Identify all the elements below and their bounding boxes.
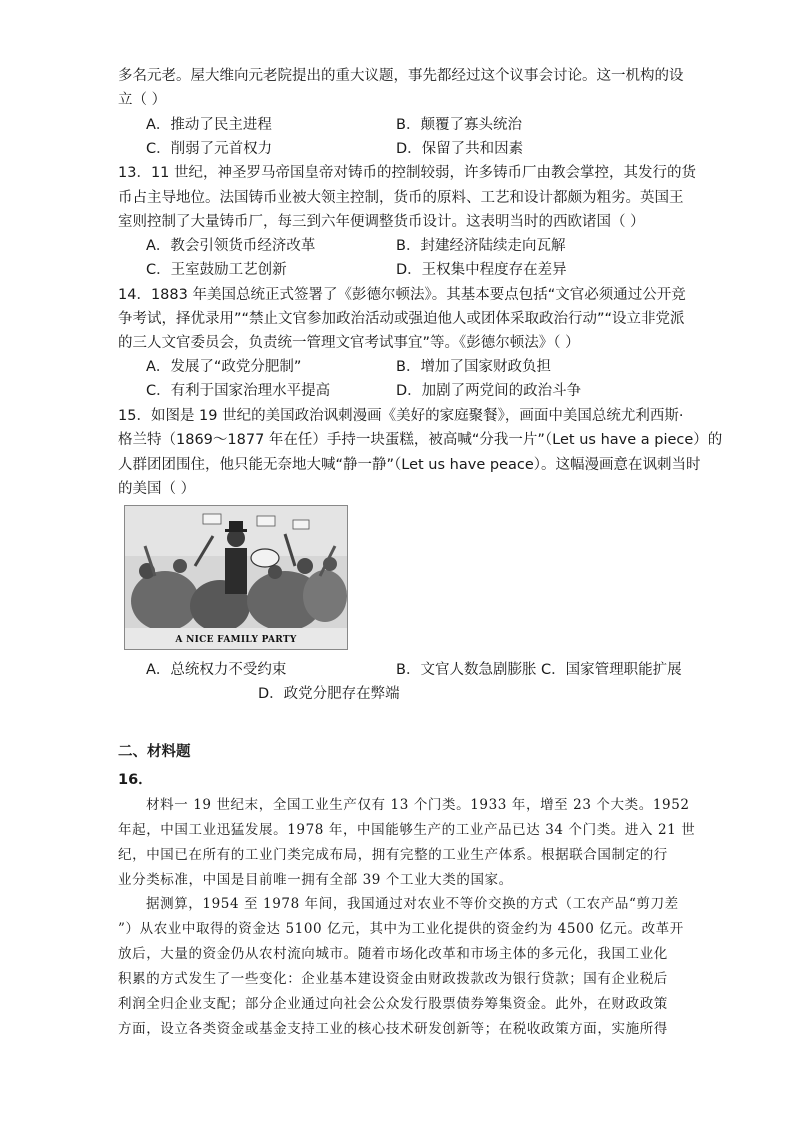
q16-p2-line-3: 放后，大量的资金仍从农村流向城市。随着市场化改革和市场主体的多元化，我国工业化: [118, 946, 668, 962]
q16-p2-line-6: 方面，设立各类资金或基金支持工业的核心技术研发创新等；在税收政策方面，实施所得: [118, 1021, 668, 1037]
q15-line-3: 人群团团围住，他只能无奈地大喊“静一静”（Let us have peace）。这幅漫画意在讽刺当时: [118, 457, 701, 473]
q14-option-d[interactable]: D．加剧了两党间的政治斗争: [396, 383, 582, 399]
q15-option-d[interactable]: D．政党分肥存在弊端: [258, 686, 400, 702]
q15-line-4: 的美国（ ）: [118, 481, 196, 497]
q15-option-a[interactable]: A．总统权力不受约束: [146, 662, 287, 678]
q14-line-1: 14．1883 年美国总统正式签署了《彭德尔顿法》。其基本要点包括“文官必须通过公开竞: [118, 287, 686, 303]
q14-line-3: 的三人文官委员会，负责统一管理文官考试事宜”等。《彭德尔顿法》（ ）: [118, 335, 580, 351]
q16-p2-line-4: 积累的方式发生了一些变化：企业基本建设资金由财政拨款改为银行贷款；国有企业税后: [118, 971, 668, 987]
q16-number: 16．: [118, 772, 153, 788]
q16-p2-line-1: 据测算，1954 至 1978 年间，我国通过对农业不等价交换的方式（工农产品“剪刀差: [146, 896, 679, 912]
q13-option-d[interactable]: D．王权集中程度存在差异: [396, 262, 567, 278]
q13-line-2: 币占主导地位。法国铸币业被大领主控制，货币的原料、工艺和设计都颇为粗劣。英国王: [118, 190, 684, 206]
q14-option-c[interactable]: C．有利于国家治理水平提高: [146, 383, 331, 399]
cartoon-caption: A NICE FAMILY PARTY: [175, 635, 297, 645]
q13-line-1: 13．11 世纪，神圣罗马帝国皇帝对铸币的控制较弱，许多铸币厂由教会掌控，其发行的货: [118, 165, 697, 181]
q14-option-b[interactable]: B．增加了国家财政负担: [396, 359, 551, 375]
section-heading: 二、材料题: [118, 744, 191, 760]
q13-option-b[interactable]: B．封建经济陆续走向瓦解: [396, 238, 566, 254]
q16-p2-line-2: ”）从农业中取得的资金达 5100 亿元，其中为工业化提供的资金约为 4500 亿元。改革开: [118, 921, 684, 937]
intro-option-a[interactable]: A．推动了民主进程: [146, 117, 272, 133]
intro-option-b[interactable]: B．颠覆了寡头统治: [396, 117, 522, 133]
intro-line-2: 立（ ）: [118, 92, 167, 108]
cartoon-drawing: [125, 506, 347, 649]
q13-line-3: 室则控制了大量铸币厂，每三到六年便调整货币设计。这表明当时的西欧诸国（ ）: [118, 214, 645, 230]
q16-p1-line-2: 年起，中国工业迅猛发展。1978 年，中国能够生产的工业产品已达 34 个门类。进入 21 世: [118, 822, 696, 838]
q13-option-c[interactable]: C．王室鼓励工艺创新: [146, 262, 287, 278]
q13-option-a[interactable]: A．教会引领货币经济改革: [146, 238, 316, 254]
intro-option-d[interactable]: D．保留了共和因素: [396, 141, 524, 157]
q14-line-2: 争考试，择优录用”“禁止文官参加政治活动或强迫他人或团体采取政治行动”“设立非党派: [118, 311, 685, 327]
q16-p1-line-1: 材料一 19 世纪末，全国工业生产仅有 13 个门类。1933 年，增至 23 个大类。1952: [146, 797, 690, 813]
q14-option-a[interactable]: A．发展了“政党分肥制”: [146, 359, 302, 375]
q15-line-2: 格兰特（1869～1877 年在任）手持一块蛋糕，被高喊“分我一片”（Let us have a piece）的: [118, 432, 723, 448]
q15-line-1: 15．如图是 19 世纪的美国政治讽刺漫画《美好的家庭聚餐》，画面中美国总统尤利西斯·: [118, 408, 684, 424]
q16-p1-line-4: 业分类标准，中国是目前唯一拥有全部 39 个工业大类的国家。: [118, 872, 513, 888]
q15-option-b-c[interactable]: B．文官人数急剧膨胀 C．国家管理职能扩展: [396, 662, 682, 678]
cartoon-image: [124, 505, 348, 650]
intro-line-1: 多名元老。屋大维向元老院提出的重大议题，事先都经过这个议事会讨论。这一机构的设: [118, 68, 684, 84]
intro-option-c[interactable]: C．削弱了元首权力: [146, 141, 273, 157]
q16-p1-line-3: 纪，中国已在所有的工业门类完成布局，拥有完整的工业生产体系。根据联合国制定的行: [118, 847, 668, 863]
q16-p2-line-5: 利润全归企业支配；部分企业通过向社会公众发行股票债券筹集资金。此外，在财政政策: [118, 996, 668, 1012]
